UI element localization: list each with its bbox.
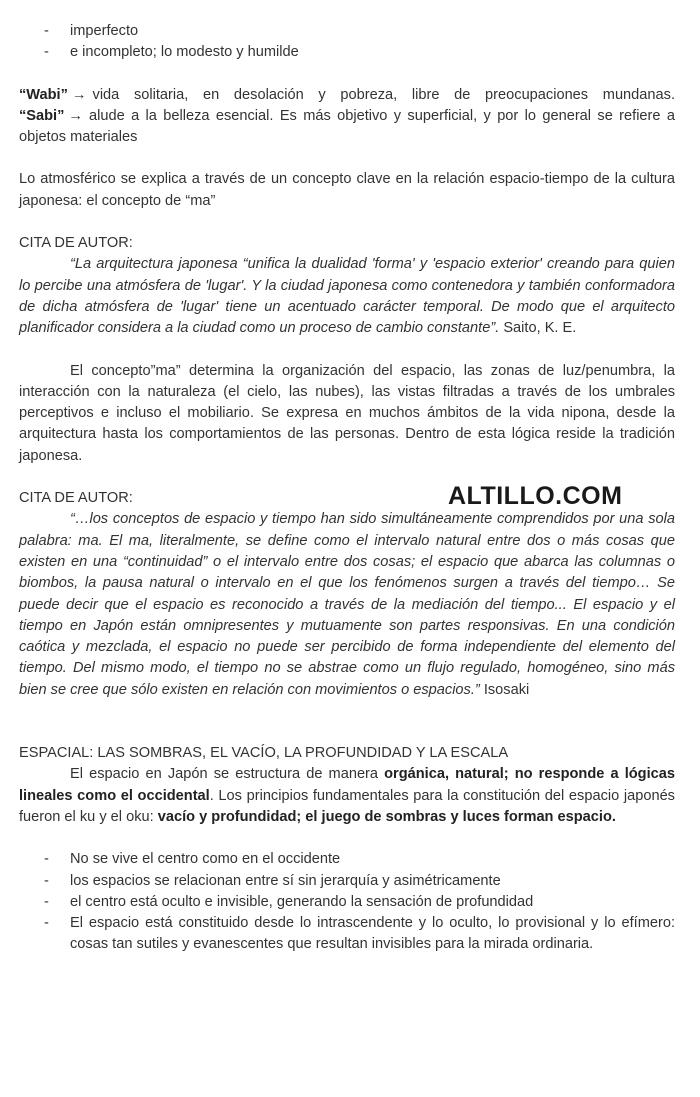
list-item (19, 21, 675, 42)
spacer (19, 340, 675, 361)
cita-quote (19, 509, 675, 701)
list-dash: - (44, 23, 49, 39)
list-dash: - (44, 872, 49, 889)
list-item (19, 913, 675, 956)
top-list (19, 21, 675, 64)
list-item-text: El espacio está constituido desde lo intrascendente y lo oculto, lo provisional y lo efímero: cosas tan sutiles y evanescentes que resultan invisibles para la mirada ordinaria. (70, 915, 675, 953)
list-item-text: los espacios se relacionan entre sí sin jerarquía y asimétricamente (70, 872, 501, 889)
paragraph-concepto-ma: El concepto”ma” determina la organización del espacio, las zonas de luz/penumbra, la interacción con la naturaleza (el cielo, las nubes), las vistas filtradas a través de los umbrales perceptivos e incluso el mobiliario. Se expresa en muchos ámbitos de la vida nipona, desde la arquitectura hasta los comportamientos de las personas. Dentro de esta lógica reside la tradición japonesa. (19, 362, 675, 464)
list-dash: - (44, 915, 49, 932)
spacer (19, 148, 675, 169)
list-item (19, 849, 675, 870)
arrow-icon: → (68, 107, 84, 124)
spacer (19, 64, 675, 85)
cita-quote-text: “La arquitectura japonesa “unifica la dualidad 'forma' y 'espacio exterior' creando para quien lo percibe una atmósfera de 'lugar'. Y la ciudad japonesa como contenedora y también conformadora de dicha atmósfera de 'lugar' tiene un acentuado carácter temporal. De modo que el arquitecto planificador considera a la ciudad como un proceso de cambio constante”. (19, 256, 675, 337)
wabi-term: “Wabi” (19, 86, 68, 103)
wabi-sabi-definitions (19, 85, 675, 149)
cita-quote-text: “…los conceptos de espacio y tiempo han sido simultáneamente comprendidos por una sola palabra: ma. El ma, literalmente, se define como el intervalo natural entre dos o más cosas que existen en una “continuidad” o el intervalo entre dos cosas; el espacio que abarca las columnas o biombos, la pausa natural o intervalo en el que los fenómenos surgen a través del tiempo… Se puede decir que el espacio es reconocido a través de la mediación del tiempo... El espacio y el tiempo en Japón están omnipresentes y mutuamente son partes responsivas. En una condición caótica y mezclada, el espacio no puede ser percibido de forma independiente del elemento del tiempo. Del mismo modo, el tiempo no se abstrae como un flujo regulado, homogéneo, sino más bien se cree que sólo existen en relación con movimientos o espacios.” (19, 511, 675, 698)
spacer (19, 701, 675, 743)
sabi-term: “Sabi” (19, 107, 65, 124)
list-item-text: el centro está oculto e invisible, generando la sensación de profundidad (70, 893, 534, 910)
list-item (19, 892, 675, 913)
cita-author: Isosaki (479, 681, 530, 698)
spacer (19, 212, 675, 233)
cita-author: Saito, K. E. (499, 320, 577, 337)
list-item-text: imperfecto (70, 23, 139, 39)
paragraph-text: . Los principios fundamentales para la constitución del espacio japonés fueron el ku y el oku: (19, 787, 675, 825)
list-dash: - (44, 851, 49, 868)
list-item-text: No se vive el centro como en el occidente (70, 851, 341, 868)
paragraph-espacial (19, 764, 675, 828)
spacer (19, 828, 675, 849)
cita-quote (19, 254, 675, 339)
wabi-definition: vida solitaria, en desolación y pobreza, libre de preocupaciones mundanas. (92, 86, 675, 103)
section-heading: ESPACIAL: LAS SOMBRAS, EL VACÍO, LA PROFUNDIDAD Y LA ESCALA (19, 745, 509, 762)
watermark-logo: ALTILLO.COM (448, 482, 623, 510)
cita-heading: CITA DE AUTOR: (19, 490, 133, 507)
paragraph-ma: Lo atmosférico se explica a través de un concepto clave en la relación espacio-tiempo de la cultura japonesa: el concepto de “ma” (19, 171, 675, 209)
paragraph-bold-text: vacío y profundidad; el juego de sombras y luces forman espacio. (157, 808, 616, 825)
list-item (19, 42, 675, 63)
cita-heading: CITA DE AUTOR: (19, 235, 133, 252)
paragraph-bold-text: orgánica, natural; no responde a lógicas lineales como el occidental (19, 766, 675, 804)
list-item (19, 871, 675, 892)
paragraph-text: El espacio en Japón se estructura de manera (70, 766, 385, 783)
sabi-definition: alude a la belleza esencial. Es más objetivo y superficial, y por lo general se refiere a objetos materiales (19, 107, 675, 146)
list-item-text: e incompleto; lo modesto y humilde (70, 44, 299, 61)
list-dash: - (44, 44, 49, 61)
list-dash: - (44, 893, 49, 910)
arrow-icon: → (71, 86, 87, 103)
bottom-list (19, 849, 675, 955)
